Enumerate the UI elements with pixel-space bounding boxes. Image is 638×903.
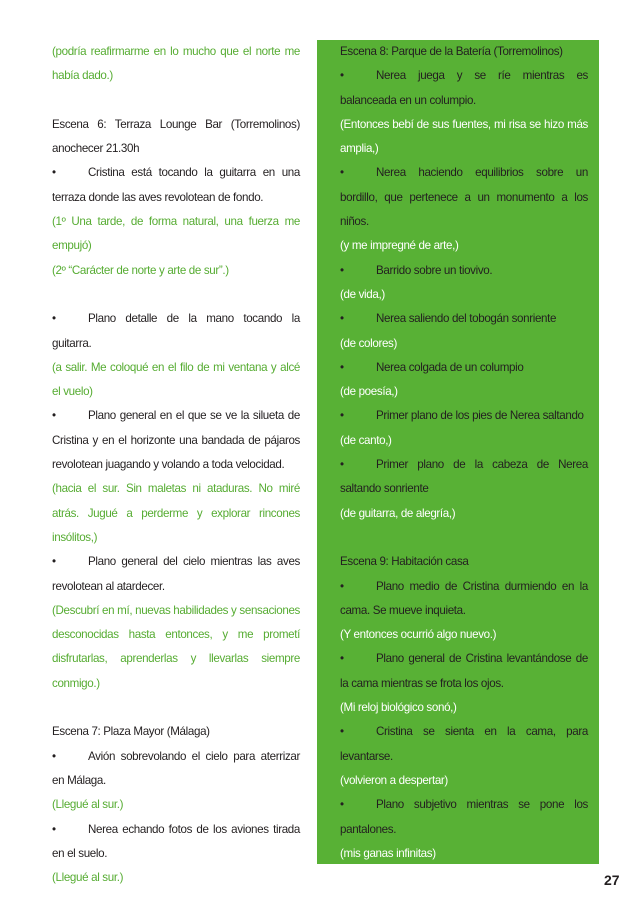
bullet-marker: • [340, 725, 344, 739]
narration-note: (volvieron a despertar) [340, 773, 448, 787]
bullet-marker: • [52, 555, 56, 569]
bullet-marker: • [340, 798, 344, 812]
script-bullet-item [52, 404, 300, 477]
narration-note: (podría reafirmarme en lo mucho que el norte me había dado.) [52, 45, 300, 83]
bullet-text: Primer plano de la cabeza de Nerea saltando sonriente [340, 458, 588, 496]
right-column [340, 40, 588, 866]
bullet-text: Cristina está tocando la guitarra en una terraza donde las aves revolotean de fondo. [52, 166, 300, 204]
narration-note: (hacia el sur. Sin maletas ni ataduras. No miré atrás. Jugué a perderme y explorar rincones insólitos,) [52, 482, 300, 544]
script-bullet-item [340, 453, 588, 502]
script-bullet-item [340, 720, 588, 769]
bullet-text: Cristina se sienta en la cama, para levantarse. [340, 725, 588, 763]
page-number: 27 [604, 872, 620, 888]
paragraph-spacer [340, 526, 588, 550]
bullet-marker: • [340, 69, 344, 83]
bullet-marker: • [340, 579, 344, 593]
script-bullet-item [340, 647, 588, 696]
bullet-text: Plano detalle de la mano tocando la guitarra. [52, 312, 300, 350]
bullet-marker: • [52, 166, 56, 180]
script-bullet-item [52, 307, 300, 356]
narration-note: (de colores) [340, 336, 398, 350]
bullet-text: Nerea juega y se ríe mientras es balanceada en un columpio. [340, 69, 588, 107]
bullet-marker: • [340, 360, 344, 374]
scene-heading: Escena 9: Habitación casa [340, 555, 469, 569]
scene-heading: Escena 6: Terraza Lounge Bar (Torremolinos) anochecer 21.30h [52, 117, 300, 156]
bullet-marker: • [52, 409, 56, 423]
narration-note: (Mi reloj biológico sonó,) [340, 701, 457, 715]
script-bullet-item [340, 793, 588, 842]
narration-note: (mis ganas infinitas) [340, 846, 436, 860]
bullet-text: Nerea haciendo equilibrios sobre un bordillo, que pertenece a un monumento a los niños. [340, 166, 588, 229]
bullet-text: Avión sobrevolando el cielo para aterrizar en Málaga. [52, 749, 300, 787]
script-bullet-item [52, 818, 300, 867]
bullet-marker: • [52, 822, 56, 836]
script-bullet-item [340, 259, 588, 283]
bullet-text: Primer plano de los pies de Nerea saltando [376, 409, 584, 423]
narration-note: (de vida,) [340, 287, 385, 301]
script-bullet-item [340, 64, 588, 113]
script-bullet-item [340, 575, 588, 624]
bullet-marker: • [52, 312, 56, 326]
script-bullet-item [340, 404, 588, 428]
narration-note: (de guitarra, de alegría,) [340, 506, 456, 520]
script-bullet-item [52, 161, 300, 210]
script-bullet-item [340, 161, 588, 234]
narration-note: (a salir. Me coloqué en el filo de mi ventana y alcé el vuelo) [52, 360, 300, 399]
narration-note: (de canto,) [340, 433, 392, 447]
paragraph-spacer [52, 696, 300, 720]
bullet-marker: • [52, 749, 56, 763]
bullet-marker: • [340, 312, 344, 326]
bullet-marker: • [340, 409, 344, 423]
bullet-text: Plano general del cielo mientras las aves revolotean al atardecer. [52, 555, 300, 593]
script-bullet-item [52, 550, 300, 599]
bullet-marker: • [340, 166, 344, 180]
bullet-text: Nerea colgada de un columpio [376, 360, 524, 374]
bullet-text: Nerea echando fotos de los aviones tirada en el suelo. [52, 822, 300, 860]
bullet-text: Plano general de Cristina levantándose de la cama mientras se frota los ojos. [340, 652, 588, 690]
bullet-text: Plano subjetivo mientras se pone los pantalones. [340, 798, 588, 836]
narration-note: (y me impregné de arte,) [340, 239, 459, 253]
narration-note: (Entonces bebí de sus fuentes, mi risa se hizo más amplia,) [340, 117, 588, 156]
bullet-marker: • [340, 458, 344, 472]
bullet-marker: • [340, 652, 344, 666]
narration-note: (Y entonces ocurrió algo nuevo.) [340, 628, 497, 642]
bullet-text: Barrido sobre un tiovivo. [376, 263, 493, 277]
scene-heading: Escena 8: Parque de la Batería (Torremolinos) [340, 45, 563, 58]
script-bullet-item [340, 356, 588, 380]
narration-note: (2º “Carácter de norte y arte de sur”.) [52, 263, 229, 277]
narration-note: (Llegué al sur.) [52, 871, 124, 885]
narration-note: (Llegué al sur.) [52, 798, 124, 812]
narration-note: (de poesía,) [340, 385, 398, 399]
left-column [52, 40, 300, 890]
script-bullet-item [340, 307, 588, 331]
bullet-text: Plano medio de Cristina durmiendo en la cama. Se mueve inquieta. [340, 579, 588, 617]
scene-heading: Escena 7: Plaza Mayor (Málaga) [52, 725, 210, 739]
bullet-marker: • [340, 263, 344, 277]
paragraph-spacer [52, 283, 300, 307]
narration-note: (1º Una tarde, de forma natural, una fuerza me empujó) [52, 215, 300, 253]
bullet-text: Nerea saliendo del tobogán sonriente [376, 312, 557, 326]
script-bullet-item [52, 745, 300, 794]
narration-note: (Descubrí en mí, nuevas habilidades y sensaciones desconocidas hasta entonces, y me prometí disfrutarlas, aprenderlas y llevarlas siempre conmigo.) [52, 603, 300, 690]
bullet-text: Plano general en el que se ve la silueta de Cristina y en el horizonte una bandada de pájaros revolotean juagando y volando a toda velocidad. [52, 409, 300, 472]
paragraph-spacer [52, 89, 300, 113]
